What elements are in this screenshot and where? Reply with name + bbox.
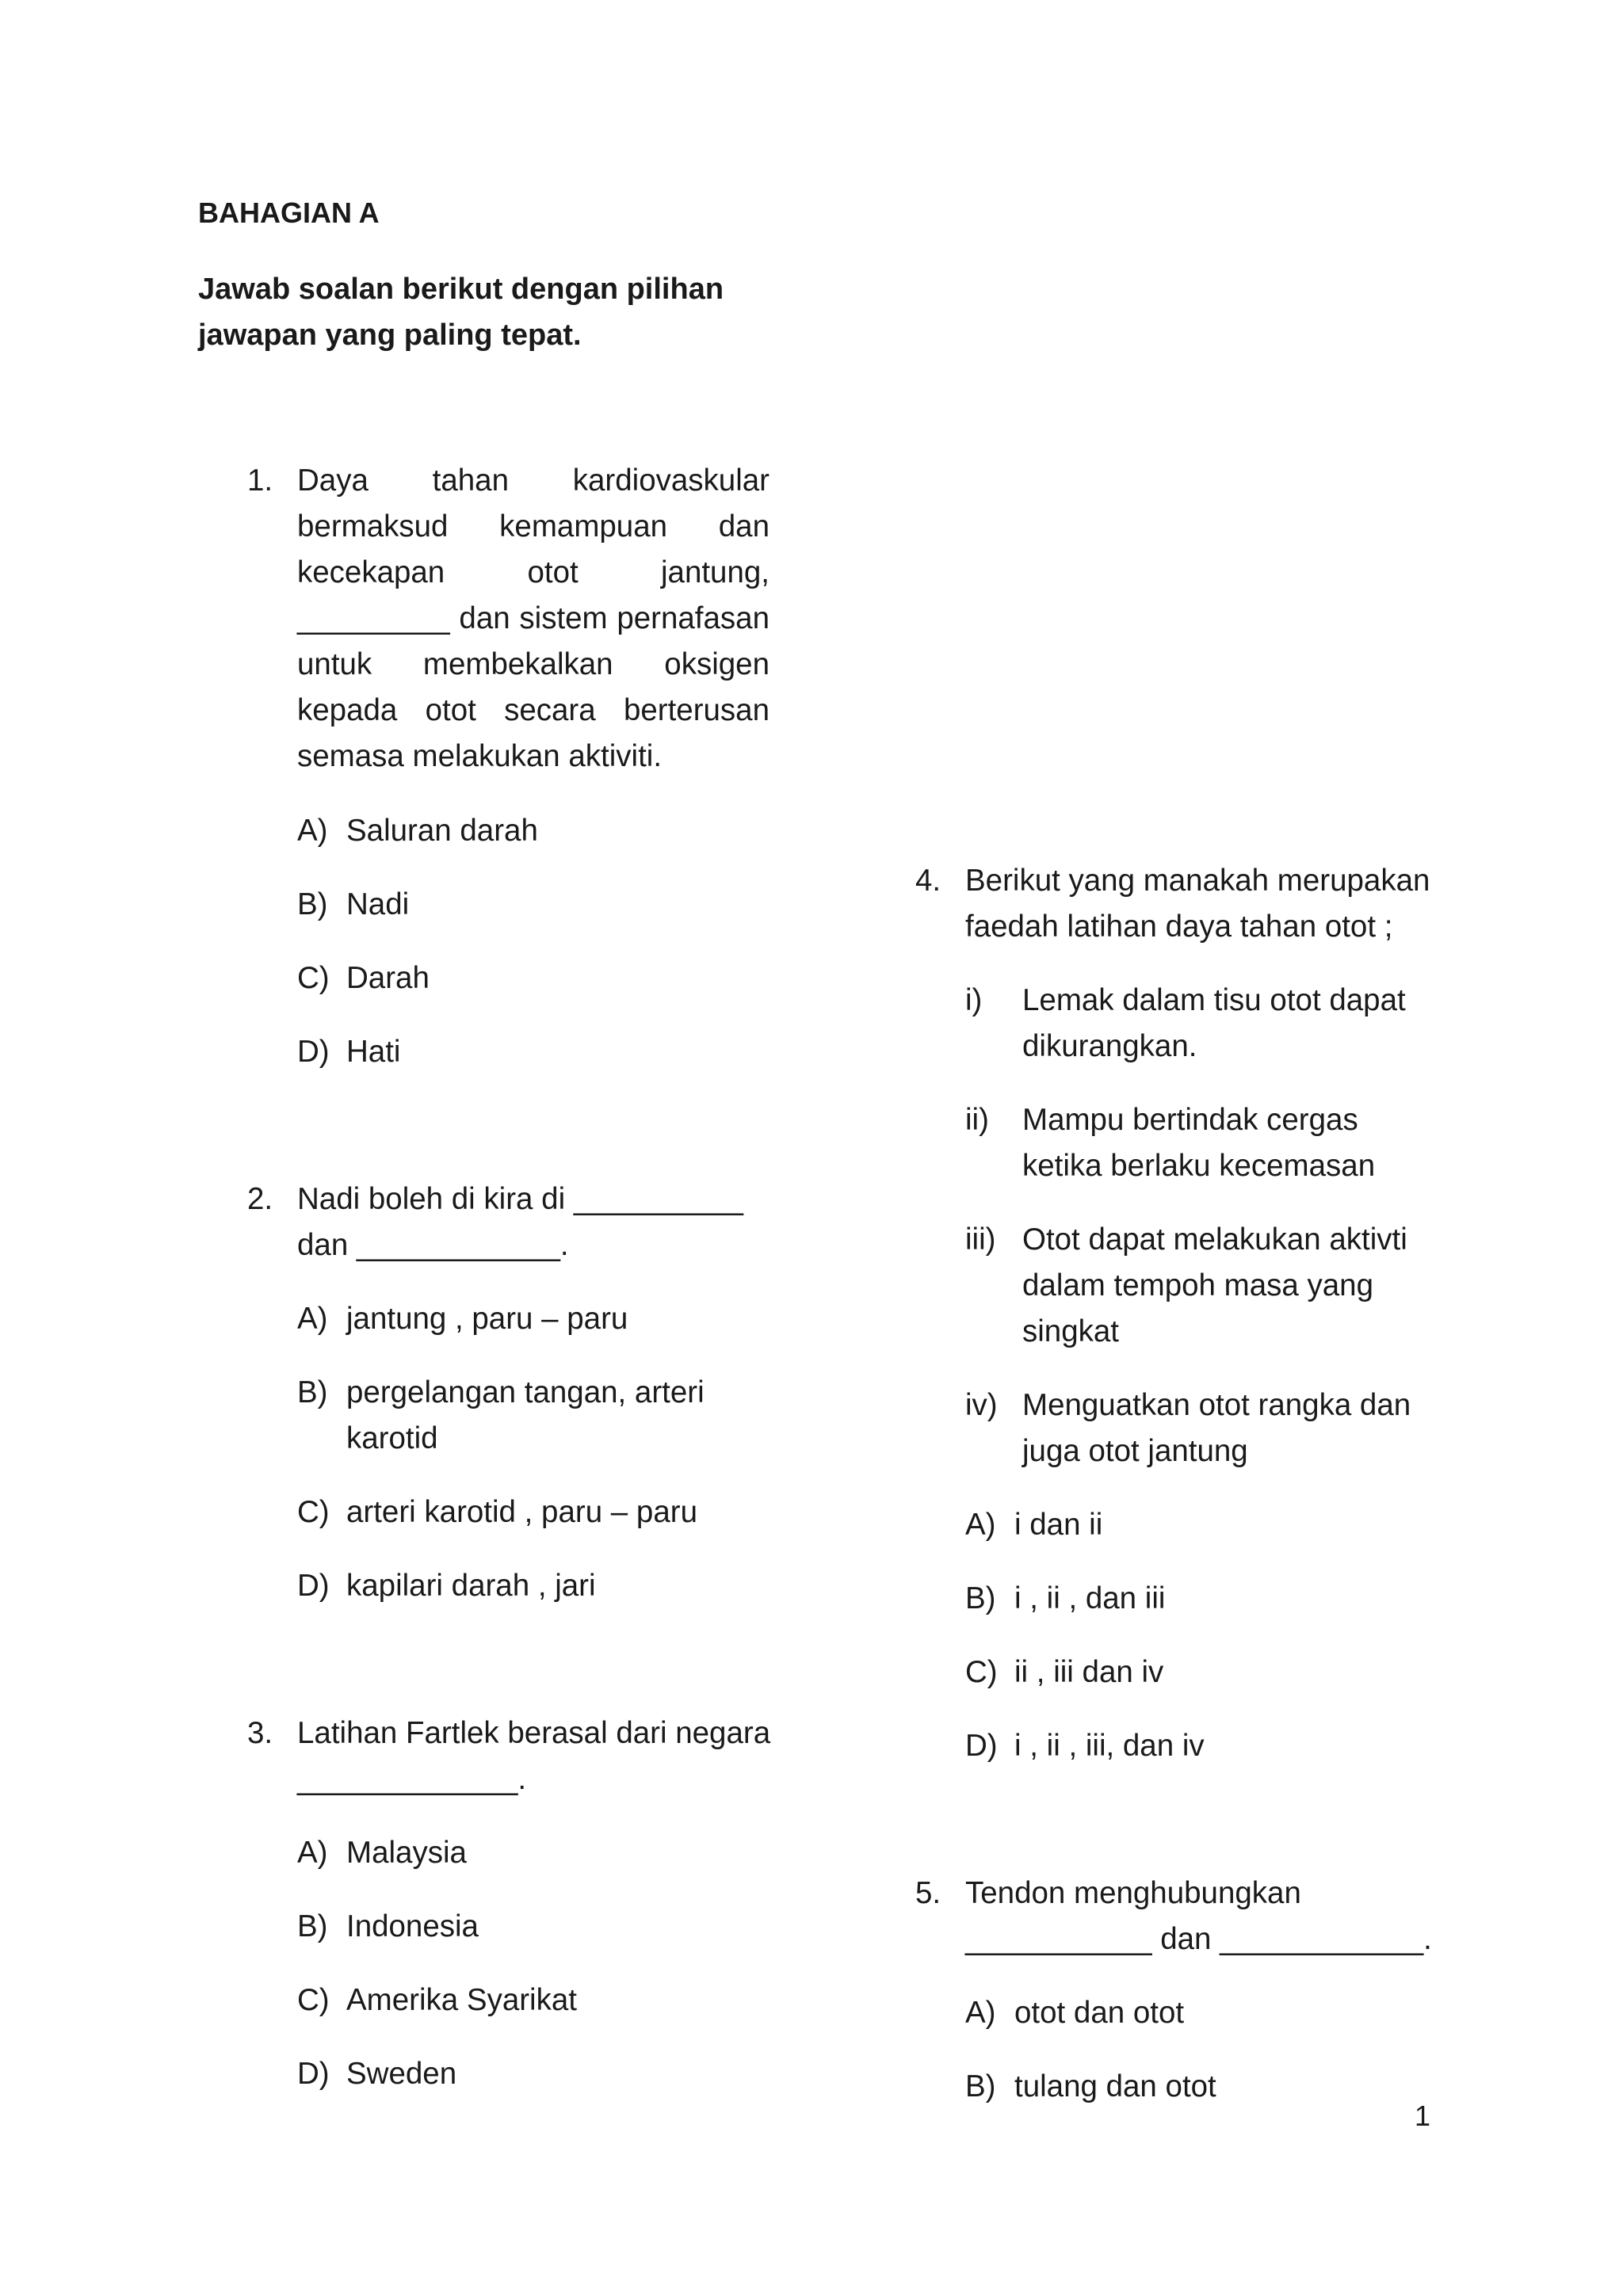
option-text: arteri karotid , paru – paru bbox=[346, 1495, 697, 1529]
option-text: Indonesia bbox=[346, 1909, 479, 1943]
option-text: Sweden bbox=[346, 2057, 457, 2091]
option-label: D) bbox=[297, 2057, 330, 2091]
option-label: D) bbox=[965, 1729, 998, 1763]
question-number: 3. bbox=[247, 1716, 273, 1750]
option-label: D) bbox=[297, 1569, 330, 1603]
option-label: D) bbox=[297, 1035, 330, 1069]
statement-text: Mampu bertindak cergas ketika berlaku kecemasan bbox=[1022, 1103, 1376, 1183]
instruction-line-2: jawapan yang paling tepat. bbox=[198, 318, 582, 352]
statement-text: Otot dapat melakukan aktivti dalam tempoh masa yang singkat bbox=[1022, 1222, 1407, 1348]
question-text-line-1: Tendon menghubungkan bbox=[965, 1876, 1301, 1910]
option-label: B) bbox=[297, 1375, 328, 1409]
section-heading: BAHAGIAN A bbox=[198, 196, 380, 229]
statement-label: iv) bbox=[965, 1388, 998, 1422]
option-label: A) bbox=[965, 1996, 996, 2030]
question-number: 5. bbox=[915, 1876, 941, 1910]
question-text-line-1: Nadi boleh di kira di __________ bbox=[297, 1182, 743, 1216]
option-text: pergelangan tangan, arteri bbox=[346, 1375, 705, 1409]
option-text: Darah bbox=[346, 961, 430, 995]
question-number: 4. bbox=[915, 864, 941, 898]
option-label: B) bbox=[965, 1581, 996, 1615]
question-text-line-2: ___________ dan ____________. bbox=[965, 1922, 1432, 1956]
question-text-line-1: Latihan Fartlek berasal dari negara bbox=[297, 1716, 771, 1750]
option-label: A) bbox=[965, 1508, 996, 1542]
option-label: B) bbox=[297, 887, 328, 921]
option-label: A) bbox=[297, 1836, 328, 1870]
option-text: i dan ii bbox=[1014, 1508, 1103, 1542]
instruction-line-1: Jawab soalan berikut dengan pilihan bbox=[198, 273, 724, 306]
option-text: ii , iii dan iv bbox=[1014, 1655, 1164, 1689]
option-text: otot dan otot bbox=[1014, 1996, 1185, 2030]
question-text-line-2: _____________. bbox=[297, 1762, 527, 1796]
option-text: i , ii , iii, dan iv bbox=[1014, 1729, 1205, 1763]
option-label: B) bbox=[297, 1909, 328, 1943]
question-number: 1. bbox=[247, 463, 273, 498]
option-label: A) bbox=[297, 814, 328, 848]
question-number: 2. bbox=[247, 1182, 273, 1216]
option-text: Hati bbox=[346, 1035, 401, 1069]
option-text: Nadi bbox=[346, 887, 410, 921]
option-label: C) bbox=[297, 961, 330, 995]
option-label: A) bbox=[297, 1302, 328, 1336]
option-text: Saluran darah bbox=[346, 814, 538, 848]
statement-label: i) bbox=[965, 983, 983, 1017]
statement-text: Lemak dalam tisu otot dapat dikurangkan. bbox=[1022, 983, 1406, 1063]
statement-text: Menguatkan otot rangka dan juga otot jantung bbox=[1022, 1388, 1411, 1468]
option-text: kapilari darah , jari bbox=[346, 1569, 596, 1603]
statement-label: ii) bbox=[965, 1103, 989, 1137]
option-text-continued: karotid bbox=[346, 1421, 438, 1455]
option-text: i , ii , dan iii bbox=[1014, 1581, 1166, 1615]
question-text-line-1: Berikut yang manakah merupakan bbox=[965, 864, 1430, 898]
statement-label: iii) bbox=[965, 1222, 996, 1257]
page-number: 1 bbox=[1415, 2100, 1431, 2132]
question-text-line-2: dan ____________. bbox=[297, 1228, 569, 1262]
option-label: B) bbox=[965, 2069, 996, 2103]
option-label: C) bbox=[965, 1655, 998, 1689]
question-text-line-2: faedah latihan daya tahan otot ; bbox=[965, 910, 1393, 944]
option-label: C) bbox=[297, 1983, 330, 2017]
option-label: C) bbox=[297, 1495, 330, 1529]
question-text: Daya tahan kardiovaskular bermaksud kemampuan dan kecekapan otot jantung, _________ dan sistem pernafasan untuk membekalkan oksigen kepada otot secara berterusan semasa melakukan aktiviti. bbox=[297, 463, 769, 773]
option-text: tulang dan otot bbox=[1014, 2069, 1216, 2103]
option-text: Amerika Syarikat bbox=[346, 1983, 577, 2017]
option-text: jantung , paru – paru bbox=[346, 1302, 628, 1336]
option-text: Malaysia bbox=[346, 1836, 467, 1870]
